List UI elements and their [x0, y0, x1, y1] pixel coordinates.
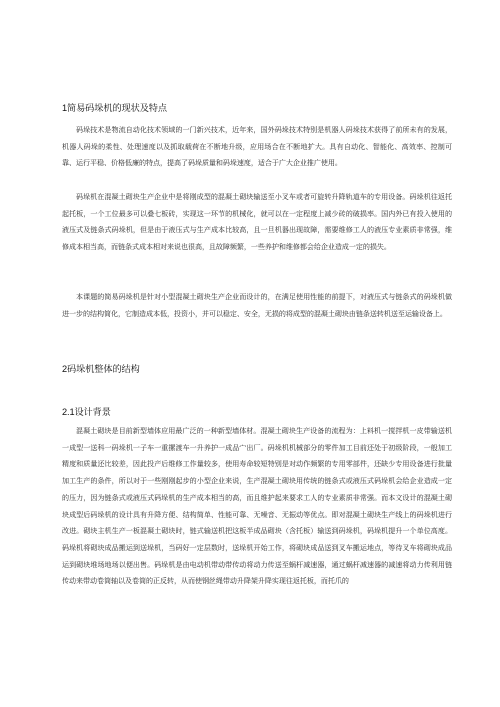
section-1-paragraph-1: 码垛技术是物流自动化技术领域的一门新兴技术，近年来，国外码垛技术特别是机器人码垛技术获得了前所未有的发展，机器人码垛的柔性、处理速度以及抓取载荷在不断地升级，应用场合在不断地扩大。具有自动化、智能化、高效率、控制可靠、运行平稳、价格低廉的特点，提高了码垛质量和码垛速度，适合于广大企业推广使用。	[62, 125, 452, 168]
section-2-1-paragraph-1: 混凝土砌块是目前新型墙体应用最广泛的一种新型墙体材。混凝土砌块生产设备的流程为：上料机一搅拌机一皮带输送机一成型一送科一码垛机一子车一重摞渡车一升养护一成品宀出厂。码垛机机械部分的零件加工目前还处于初级阶段，一般加工精度和质量还比较差，因此投产后维修工作量较多，使用寿命较短特别是对动作频繁的专用零部件，还缺少专用设备进行批量加工生产的条件，所以对于一些刚刚起步的小型企业来说，生产混凝土砌块用传统的链条式或液压式码垛机会给企业造成一定的压力，因为链条式或液压式码垛机的生产成本相当的高，而且维护起来要求工人的专业素质非常强。而本文设计的混凝土砌块成型后码垛机的设计具有升降方便、结构简单、性能可靠、无噪音、无振动等优点。即对混凝土砌块生产线上的码垛机进行改进。砌块主机生产一板混凝土砌块时，链式输送机把这板半成品砌块（含托板）输送到码垛机，码垛机提升一个单位高度。码垛机将砌块成品搬运到送垛机，当码好一定层数时，送垛机开始工作，将砌块成品送到叉车搬运地点，等待叉车将砌块成品运到砌块堆场地场以便出售。码垛机是由电动机带动带传动将动力传送至蜗杆减速器，通过蜗杆减速器的减速将动力传利用链传动来带动卷筒轴以及卷筒的正反转，从而使钢丝绳带动升降架升降实现往返托板，而托爪的	[62, 426, 452, 586]
section-2-heading: 2码垛机整体的结构	[62, 364, 140, 374]
section-1-paragraph-3: 本课题的简易码垛机是针对小型混凝土砌块生产企业而设计的，在满足使用性能的前提下，对液压式与链条式的码垛机做进一步的结构简化，它制造成本低，投资小，并可以稳定、安全，无损的将成型的混凝土砌块由链条送转机送至运输设备上。	[62, 292, 452, 318]
section-1-paragraph-2: 码垛机在混凝土砌块生产企业中是将刚成型的混凝土砌块输送至小叉车或者可旋转升降轨道车的专用设备。码垛机往返托起托板，一个工位最多可以叠七板砖，实现这一环节的机械化，就可以在一定程度上减少砖的破损率。国内外已有投入使用的液压式及链条式码垛机，但是由于液压式与生产成本比较高，且一旦机器出现故障，需要维修工人的液压专业素质非常强，维修成本相当高，而链条式成本相对来说也很高，且故障频繁，一些养护和维修都会给企业造成一定的损失。	[62, 192, 452, 252]
section-1-heading: 1简易码垛机的现状及特点	[62, 103, 167, 113]
section-2-1-heading: 2.1设计背景	[62, 407, 111, 417]
